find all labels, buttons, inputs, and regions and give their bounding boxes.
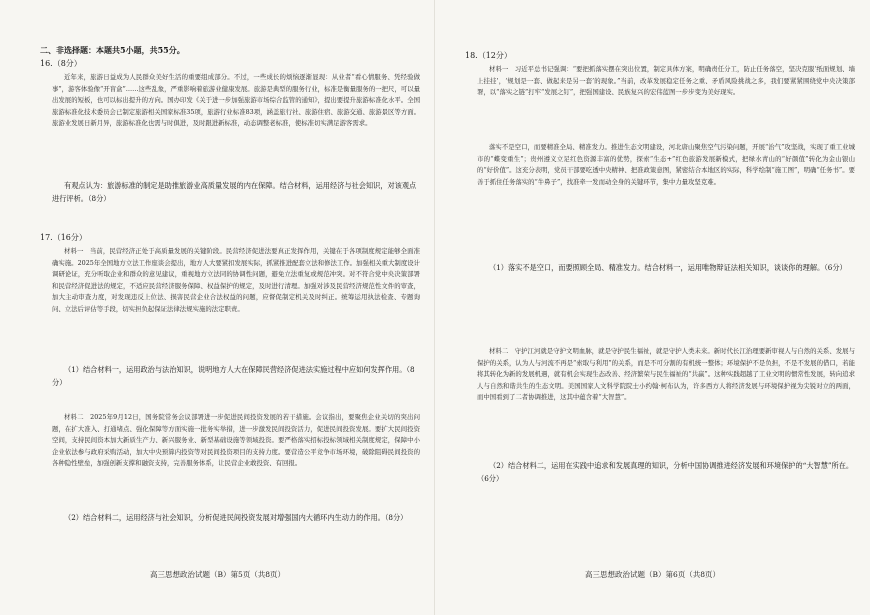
page-footer: 高三思想政治试题（B）第5页（共8页） [149,570,286,579]
question-17-number: 17.（16分） [40,233,87,242]
question-16-number: 16.（8分） [40,59,82,68]
question-18-task-1: （1）落实不是空口，而要照顾全局、精准发力。结合材料一，运用唯物辩证法相关知识，谈谈你的理解。（6分） [489,263,847,272]
question-18-material-1-p1: 材料一 习近平总书记强调：“要把抓落实摆在突出位置，制定具体方案，明确责任分工，防止任务落空，坚决克服‘纸面规划、墙上挂挂’，‘规划是一套、做起来是另一套’的现象。”当前，改革发展稳定任务之重、矛盾风险挑战之多，我们要紧紧围绕党中央决策部署，以“落实之链”打牢“发展之钉”，把强国建设、民族复兴的宏伟蓝图一步步变为美好现实。 [477,65,855,97]
exam-page-6 [435,0,870,615]
question-16-task: 有观点认为：旅游标准的制定是助推旅游业高质量发展的内在保障。结合材料，运用经济与社会知识，对该观点进行评析。（8分） [52,181,417,203]
question-18-material-2: 材料二 守护江河就是守护文明血脉，就是守护民生福祉，就是守护人类未来。新时代长江治理要新审视人与自然的关系、发展与保护的关系，认为人与河流不再是“索取与利用”的关系，而是不可分割的有机统一整体；环境保护不是负担，不是不发展的借口，若能将其转化为新的发展机遇，就有机会实现生态改善、经济繁荣与民生福祉的“共赢”。这种实践超越了工业文明的惯常性发展，转向追求人与自然和谐共生的生态文明。美国国家人文科学院院士小约翰·柯布认为，许多西方人将经济发展与环境保护视为尖锐对立的两面，而中国看到了二者协调推进，这其中蕴含着“大智慧”。 [477,347,855,402]
question-18-task-2: （2）结合材料二，运用在实践中追求和发展真理的知识，分析中国协调推进经济发展和环境保护的“大智慧”所在。（6分） [477,461,854,483]
question-17-material-2: 材料二 2025年9月12日，国务院常务会议部署进一步促进民间投资发展的若干措施。会议指出，要聚焦企业关切的突出问题，在扩大准入、打通堵点、强化保障等方面实施一批务实举措，进一步激发民间投资活力，促进民间投资发展。要扩大民间投资空间，支持民间资本加大新质生产力、新兴服务业、新型基础设施等领域投资。要严格落实招标投标领域相关制度规定，保障中小企业依法参与政府采购活动，加大中央预算内投资等对民间投资项目的支持力度。要营造公平竞争市场环境，破除阻碍民间投资的各种隐性壁垒，加强创新支撑和融资支持，完善服务体系，让民营企业敢投资、有回报。 [52,413,420,468]
question-17-task-1: （1）结合材料一，运用政治与法治知识，说明地方人大在保障民营经济促进法实施过程中应如何发挥作用。（8分） [52,365,415,387]
question-18-material-1-p2: 落实不是空口，而要精准全局、精准发力。推进生态文明建设，河北唐山聚焦空气污染问题，开展“治气”攻坚战，实现了重工业城市的“蝶变重生”；贵州遵义立足红色资源丰富的优势，探索“生态+”红色旅游发展新模式，把绿水青山的“好颜值”转化为金山银山的“好价值”。这充分表明，党员干部要吃透中央精神、把准政策意图，紧密结合本地区的实际，科学绘制“施工图”，明确“任务书”。要善于抓住任务落实的“牛鼻子”，找准牵一发而动全身的关键环节，集中力量攻坚克难。 [477,143,855,186]
page-footer: 高三思想政治试题（B）第6页（共8页） [584,570,721,579]
question-17-material-1: 材料一 当前，民营经济正处于高质量发展的关键阶段。民营经济促进法要真正发挥作用，关键在于各项制度规定能够全面准确实施。2025年全国地方立法工作座谈会提出，地方人大要紧扣发展实际，抓紧推进配套立法和修法工作。加强相关重大制度设计调研论证，充分听取企业和群众的意见建议，重视地方立法同的协调性问题，避免立法重复或规范冲突。对不符合党中央决策部署和民营经济促进法的规定，不适应民营经济服务保障、权益保护的规定，及时进行清理。加强对涉及民营经济规范性文件的审查，加大主动审查力度，对发现违反上位法、损害民营企业合法权益的问题，应督促制定机关及时纠正。统筹运用执法检查、专题询问、立法后评估等手段，切实担负起保证法律法规实施的法定职责。 [52,247,420,313]
question-18-number: 18.（12分） [465,51,512,60]
question-17-task-2: （2）结合材料二，运用经济与社会知识，分析促进民间投资发展对增强国内大循环内生动力的作用。（8分） [64,513,408,522]
question-16-material: 近年来，旅游日益成为人民群众美好生活的重要组成部分。不过，一些成长的烦恼逐渐显现：从业者“看心情服务、凭经验做事”，游客体验像“开盲盒”……这些乱象，严重影响着旅游业健康发展。旅游是典型的服务行业，标准是衡量服务的一把尺，可以量出发展的短板，也可以标出提升的方向。国办印发《关于进一步加强旅游市场综合监管的通知》，提出要提升旅游标准化水平。全国旅游标准化技术委员会已制定旅游相关国家标准35项，旅游行业标准83项，涵盖旅行社、旅游住宿、旅游交通、旅游景区等方面。旅游业发展日新月异，旅游标准化也需与时俱进，及时跟进新标准，动态调整老标准，使标准切实满足游客需求。 [52,73,420,128]
section-title: 二、非选择题：本题共5小题，共55分。 [40,45,185,55]
